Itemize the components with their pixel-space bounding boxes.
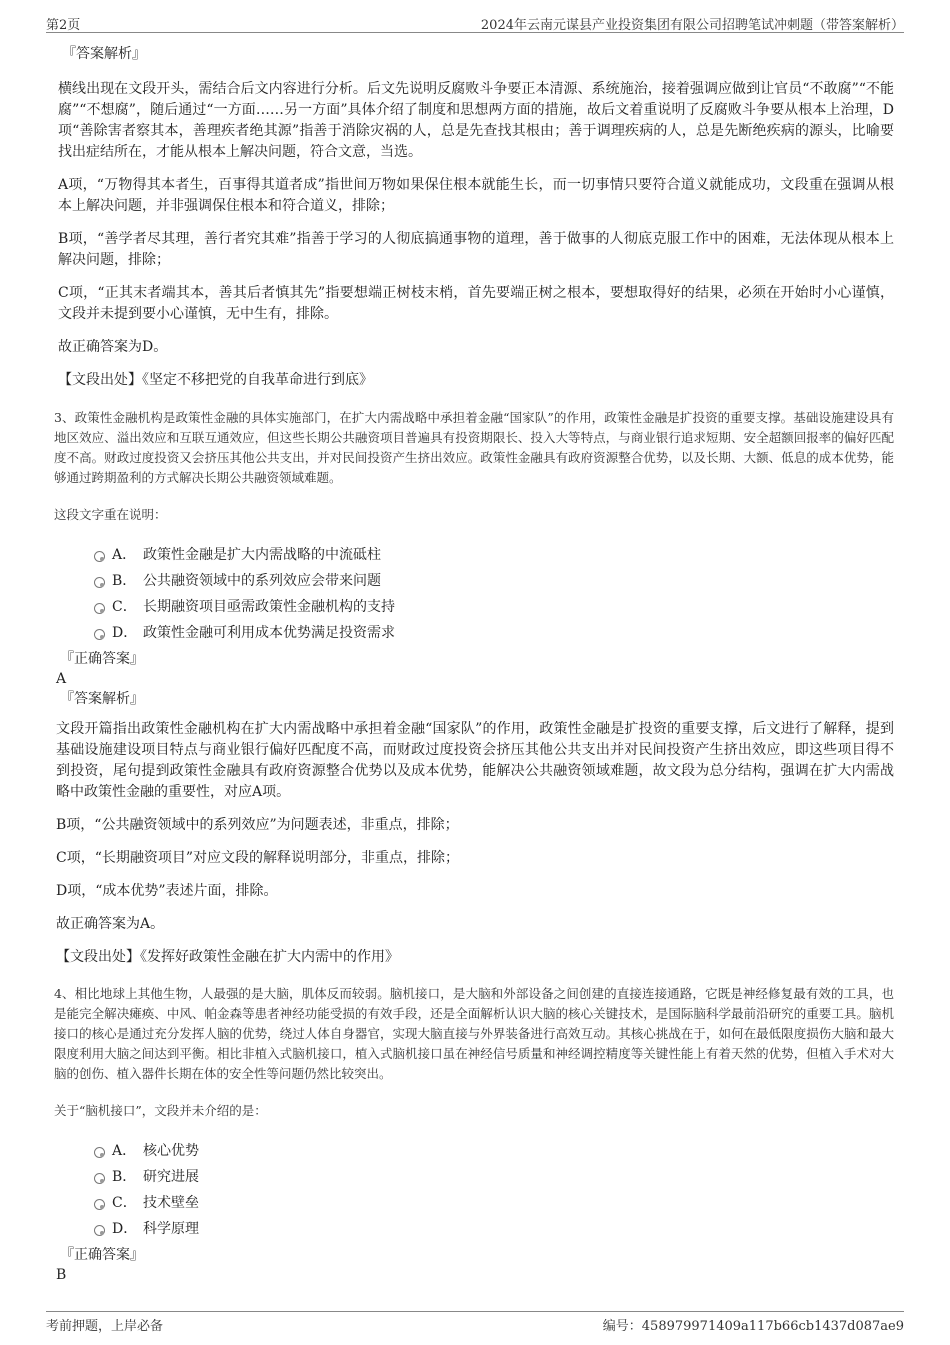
footer-slogan: 考前押题，上岸必备	[46, 1319, 164, 1334]
answer-heading: 『正确答案』	[60, 1247, 144, 1263]
option-a[interactable]: A． 核心优势	[54, 1138, 894, 1164]
document-code: 编号：458979971409a117b66cb1437d087ae9	[602, 1319, 904, 1334]
radio-icon[interactable]	[94, 1225, 105, 1236]
option-a[interactable]: A． 政策性金融是扩大内需战略的中流砥柱	[54, 542, 894, 568]
option-d[interactable]: D． 科学原理	[54, 1216, 894, 1242]
radio-icon[interactable]	[94, 629, 105, 640]
option-list	[54, 1138, 894, 1242]
page-content	[56, 44, 894, 1285]
question-text: 3、政策性金融机构是政策性金融的具体实施部门，在扩大内需战略中承担着金融“国家队”的作用，政策性金融是扩投资的重要支撑。基础设施建设具有地区效应、溢出效应和互联互通效应，但这些长期公共融资项目普遍具有投资期限长、投入大等特点，与商业银行追求短期、安全超额回报率的偏好匹配度不高。财政过度投资又会挤压其他公共支出，并对民间投资产生挤出效应。政策性金融具有政府资源整合优势，以及长期、大额、低息的成本优势，能够通过跨期盈利的方式解决长期公共融资领域难题。	[54, 410, 894, 485]
prev-analysis-section	[56, 44, 894, 391]
page-header	[46, 12, 904, 33]
option-b[interactable]: B． 研究进展	[54, 1164, 894, 1190]
analysis-conclusion: 故正确答案为D。	[58, 339, 168, 355]
analysis-heading: 『答案解析』	[60, 691, 144, 707]
analysis-paragraph: B项，“公共融资领域中的系列效应”为问题表述，非重点，排除；	[56, 817, 459, 833]
source-citation: 【文段出处】《发挥好政策性金融在扩大内需中的作用》	[56, 949, 399, 965]
page-number: 第2页	[46, 18, 81, 33]
question-text: 4、相比地球上其他生物，人最强的是大脑，肌体反而较弱。脑机接口，是大脑和外部设备之间创建的直接连接通路，它既是神经修复最有效的工具，也是能完全解决瘫痪、中风、帕金森等患者神经功能受损的有效手段，还是全面解析认识大脑的核心关键技术，是国际脑科学最前沿研究的重要工具。脑机接口的核心是通过充分发挥人脑的优势，绕过人体自身器官，实现大脑直接与外界装备进行高效互动。其核心挑战在于，如何在最低限度损伤大脑和最大限度利用大脑之间达到平衡。相比非植入式脑机接口，植入式脑机接口虽在神经信号质量和神经调控精度等关键性能上有着天然的优势，但植入手术对大脑的创伤、植入器件长期在体的安全性等问题仍然比较突出。	[54, 986, 894, 1081]
option-c[interactable]: C． 长期融资项目亟需政策性金融机构的支持	[54, 594, 894, 620]
question-4	[54, 984, 894, 1285]
radio-icon[interactable]	[94, 551, 105, 562]
analysis-paragraph: C项，“长期融资项目”对应文段的解释说明部分，非重点，排除；	[56, 850, 460, 866]
question-prompt: 关于“脑机接口”，文段并未介绍的是：	[54, 1103, 267, 1118]
correct-answer: B	[56, 1267, 67, 1283]
option-d[interactable]: D． 政策性金融可利用成本优势满足投资需求	[54, 620, 894, 646]
answer-heading: 『正确答案』	[60, 651, 144, 667]
radio-icon[interactable]	[94, 1147, 105, 1158]
question-prompt: 这段文字重在说明：	[54, 507, 167, 522]
option-b[interactable]: B． 公共融资领域中的系列效应会带来问题	[54, 568, 894, 594]
source-citation: 【文段出处】《坚定不移把党的自我革命进行到底》	[58, 372, 373, 388]
analysis-paragraph: C项，“正其末者端其本，善其后者慎其先”指要想端正树枝末梢，首先要端正树之根本，要想取得好的结果，必须在开始时小心谨慎，文段并未提到要小心谨慎，无中生有，排除。	[58, 285, 894, 322]
analysis-paragraph: B项，“善学者尽其理，善行者究其难”指善于学习的人彻底搞通事物的道理，善于做事的人彻底克服工作中的困难，无法体现从根本上解决问题，排除；	[58, 231, 894, 268]
analysis-conclusion: 故正确答案为A。	[56, 916, 165, 932]
radio-icon[interactable]	[94, 577, 105, 588]
document-title: 2024年云南元谋县产业投资集团有限公司招聘笔试冲刺题（带答案解析）	[480, 18, 904, 33]
page-footer	[46, 1311, 904, 1332]
analysis-paragraph: 横线出现在文段开头，需结合后文内容进行分析。后文先说明反腐败斗争要正本清源、系统施治，接着强调应做到让官员“不敢腐”“不能腐”“不想腐”，随后通过“一方面……另一方面”具体介绍了制度和思想两方面的措施，故后文着重说明了反腐败斗争要从根本上治理，D项“善除害者察其本，善理疾者绝其源”指善于消除灾祸的人，总是先查找其根由；善于调理疾病的人，总是先断绝疾病的源头，比喻要找出症结所在，才能从根本上解决问题，符合文意，当选。	[58, 81, 894, 160]
analysis-paragraph: D项，“成本优势”表述片面，排除。	[56, 883, 278, 899]
radio-icon[interactable]	[94, 1199, 105, 1210]
radio-icon[interactable]	[94, 1173, 105, 1184]
option-c[interactable]: C． 技术壁垒	[54, 1190, 894, 1216]
analysis-paragraph: 文段开篇指出政策性金融机构在扩大内需战略中承担着金融“国家队”的作用，政策性金融是扩投资的重要支撑，后文进行了解释，提到基础设施建设项目特点与商业银行偏好匹配度不高，而财政过度投资会挤压其他公共支出并对民间投资产生挤出效应，即这些项目得不到投资，尾句提到政策性金融具有政府资源整合优势以及成本优势，能解决公共融资领域难题，故文段为总分结构，强调在扩大内需战略中政策性金融的重要性，对应A项。	[56, 721, 894, 800]
radio-icon[interactable]	[94, 603, 105, 614]
question-3	[54, 408, 894, 968]
analysis-heading: 『答案解析』	[62, 46, 146, 62]
option-list	[54, 542, 894, 646]
analysis-paragraph: A项，“万物得其本者生，百事得其道者成”指世间万物如果保住根本就能生长，而一切事情只要符合道义就能成功，文段重在强调从根本上解决问题，并非强调保住根本和符合道义，排除；	[58, 177, 894, 214]
correct-answer: A	[56, 671, 67, 687]
